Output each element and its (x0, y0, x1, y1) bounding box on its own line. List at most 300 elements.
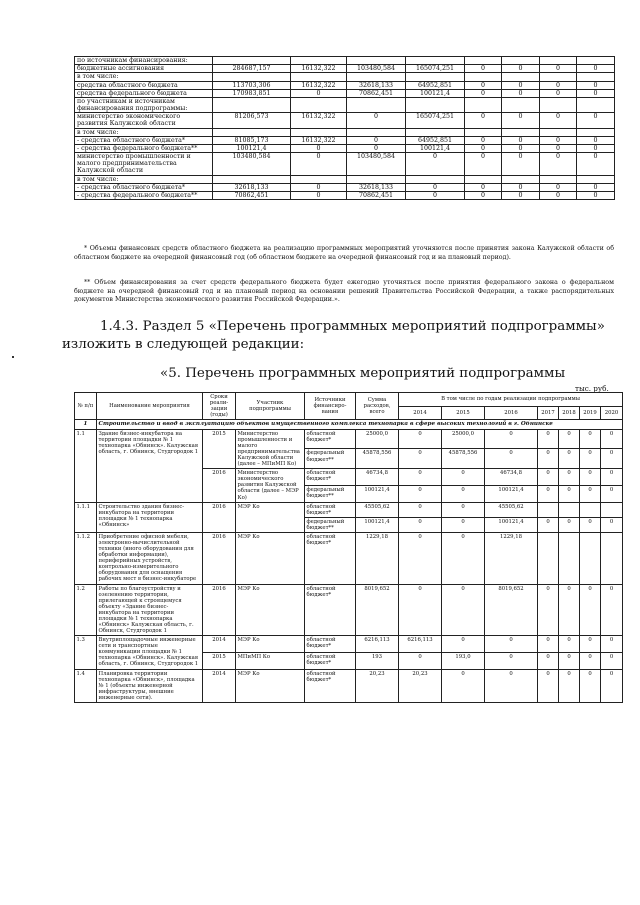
row-participant: Министерство промышленности и малого предпринимательства Калужской области (далее – МПиМП Ко) (236, 429, 305, 468)
row-value: 16132,322 (291, 136, 347, 144)
row-participant: МЭР Ко (236, 532, 305, 584)
header-year: 2017 (538, 406, 559, 420)
row-term: 2016 (203, 584, 236, 636)
row-participant: МЭР Ко (236, 669, 305, 702)
row-value: 46734,8 (485, 469, 538, 486)
funding-summary-table (74, 56, 615, 200)
row-label: в том числе: (75, 175, 213, 183)
row-source: областной бюджет* (305, 429, 356, 449)
row-value: 0 (399, 502, 442, 517)
row-value: 0 (577, 183, 615, 191)
funding-summary-body (75, 57, 615, 200)
row-value: 103480,584 (213, 153, 291, 176)
row-value: 70862,451 (213, 191, 291, 199)
row-value: 0 (577, 65, 615, 73)
row-value (213, 57, 291, 65)
row-label: по участникам и источникам финансирования подпрограммы: (75, 97, 213, 112)
row-source: областной бюджет* (305, 652, 356, 669)
table-row (75, 136, 615, 144)
row-value: 0 (580, 636, 601, 653)
row-label: - средства федерального бюджета** (75, 191, 213, 199)
header-year: 2020 (601, 406, 623, 420)
row-value (540, 97, 577, 112)
row-value: 113703,306 (213, 81, 291, 89)
row-value: 0 (559, 636, 580, 653)
row-value: 25000,0 (442, 429, 485, 449)
row-value (540, 57, 577, 65)
row-value: 103480,584 (347, 153, 406, 176)
row-value: 0 (406, 153, 465, 176)
row-value: 0 (577, 81, 615, 89)
table-row (75, 175, 615, 183)
row-number: 1.2 (75, 584, 97, 636)
header-year: 2019 (580, 406, 601, 420)
row-value: 0 (399, 652, 442, 669)
table-row (75, 502, 623, 517)
row-value (213, 73, 291, 81)
row-value: 0 (291, 89, 347, 97)
row-value: 25000,0 (356, 429, 399, 449)
row-value: 0 (580, 584, 601, 636)
row-value: 0 (601, 449, 623, 469)
table-row (75, 97, 615, 112)
table-row (75, 65, 615, 73)
section-row (75, 420, 623, 429)
row-value (559, 532, 580, 584)
row-value: 0 (580, 469, 601, 486)
row-value: 0 (465, 89, 502, 97)
table-row (75, 153, 615, 176)
row-participant: Министерство экономического развития Калужской области (далее – МЭР Ко) (236, 469, 305, 502)
row-value: 0 (540, 65, 577, 73)
row-value (580, 532, 601, 584)
row-value: 0 (442, 584, 485, 636)
row-value: 16132,322 (291, 81, 347, 89)
row-value: 0 (399, 517, 442, 532)
row-value: 0 (465, 153, 502, 176)
table-row (75, 429, 623, 449)
row-value (502, 57, 540, 65)
row-value (406, 97, 465, 112)
row-value: 0 (485, 636, 538, 653)
row-value: 0 (540, 113, 577, 128)
row-value: 0 (580, 429, 601, 449)
row-value: 0 (291, 183, 347, 191)
row-value: 64952,851 (406, 136, 465, 144)
row-value: 45878,556 (356, 449, 399, 469)
row-value: 45505,62 (356, 502, 399, 517)
row-value (601, 532, 623, 584)
row-value: 0 (538, 449, 559, 469)
row-term: 2016 (203, 502, 236, 532)
row-value (465, 175, 502, 183)
row-value: 0 (559, 584, 580, 636)
stray-mark (12, 356, 14, 358)
row-source: областной бюджет* (305, 636, 356, 653)
row-value (465, 57, 502, 65)
row-value (601, 502, 623, 517)
row-value: 0 (540, 144, 577, 152)
row-value: 0 (538, 429, 559, 449)
row-value: 0 (577, 191, 615, 199)
row-number: 1.3 (75, 636, 97, 669)
row-value: 16132,322 (291, 113, 347, 128)
row-value: 0 (559, 429, 580, 449)
row-value: 0 (442, 532, 485, 584)
row-value (347, 128, 406, 136)
row-value: 0 (601, 485, 623, 502)
row-participant: МЭР Ко (236, 584, 305, 636)
row-value: 0 (601, 669, 623, 702)
row-value: 0 (577, 89, 615, 97)
row-value: 170983,851 (213, 89, 291, 97)
row-label: средства федерального бюджета (75, 89, 213, 97)
row-value: 0 (601, 429, 623, 449)
row-value: 0 (465, 113, 502, 128)
row-value (406, 73, 465, 81)
row-value: 0 (577, 136, 615, 144)
row-number: 1.1.1 (75, 502, 97, 532)
row-value (213, 128, 291, 136)
row-value (465, 128, 502, 136)
row-value (577, 57, 615, 65)
row-value: 0 (577, 153, 615, 176)
row-value: 0 (538, 469, 559, 486)
row-value: 0 (442, 636, 485, 653)
row-value: 0 (540, 183, 577, 191)
row-label: - средства областного бюджета* (75, 136, 213, 144)
row-term: 2015 (203, 429, 236, 468)
row-value: 70862,451 (347, 89, 406, 97)
row-value (347, 175, 406, 183)
row-value: 165074,251 (406, 65, 465, 73)
row-term: 2016 (203, 532, 236, 584)
table-row (75, 191, 615, 199)
row-value: 20,23 (356, 669, 399, 702)
row-value: 0 (399, 584, 442, 636)
row-value: 0 (465, 136, 502, 144)
row-value (291, 73, 347, 81)
row-label: - средства областного бюджета* (75, 183, 213, 191)
row-value: 0 (559, 449, 580, 469)
row-value: 45505,62 (485, 502, 538, 517)
row-value: 0 (601, 636, 623, 653)
row-value: 0 (442, 502, 485, 517)
row-activity: Здание бизнес-инкубатора на территории площадки № 1 технопарка «Обнинск». Калужская область, г. Обнинск, Студгородок 1 (97, 429, 203, 502)
row-source: областной бюджет* (305, 532, 356, 584)
header-by-years: В том числе по годам реализации подпрограммы (399, 393, 623, 407)
row-value: 16132,322 (291, 65, 347, 73)
section-title: «5. Перечень программных мероприятий подпрограммы (160, 366, 566, 381)
row-value: 0 (485, 652, 538, 669)
row-value: 0 (502, 113, 540, 128)
row-value: 0 (580, 669, 601, 702)
header-year: 2014 (399, 406, 442, 420)
row-value (577, 73, 615, 81)
row-value: 0 (540, 81, 577, 89)
header-row (75, 393, 623, 407)
row-label: средства областного бюджета (75, 81, 213, 89)
row-value: 0 (577, 113, 615, 128)
row-value (502, 175, 540, 183)
row-value (406, 175, 465, 183)
row-value: 6216,113 (356, 636, 399, 653)
row-source: областной бюджет* (305, 502, 356, 517)
program-activities-table (74, 392, 623, 703)
row-value (559, 502, 580, 517)
row-value: 0 (485, 449, 538, 469)
row-activity: Строительство здания бизнес-инкубатора на территории площадки № 1 технопарка «Обнинск» (97, 502, 203, 532)
row-value: 1229,18 (485, 532, 538, 584)
row-value (580, 502, 601, 517)
row-value: 100121,4 (406, 89, 465, 97)
row-value (577, 97, 615, 112)
row-value (406, 57, 465, 65)
row-value: 0 (442, 517, 485, 532)
row-value: 0 (540, 191, 577, 199)
row-label: - средства федерального бюджета** (75, 144, 213, 152)
header-term: Сроки реали- зации (годы) (203, 393, 236, 420)
table-row (75, 128, 615, 136)
row-value (540, 73, 577, 81)
row-label: бюджетные ассигнования (75, 65, 213, 73)
row-value (291, 175, 347, 183)
row-value: 0 (465, 65, 502, 73)
row-value: 0 (601, 517, 623, 532)
row-source: областной бюджет* (305, 469, 356, 486)
header-year: 2018 (559, 406, 580, 420)
row-value (213, 175, 291, 183)
row-value: 0 (502, 183, 540, 191)
row-value: 45878,556 (442, 449, 485, 469)
row-value: 70862,451 (347, 191, 406, 199)
row-value: 0 (502, 136, 540, 144)
row-value: 32618,133 (347, 183, 406, 191)
row-source: федеральный бюджет** (305, 485, 356, 502)
row-value: 100121,4 (485, 485, 538, 502)
row-value (540, 128, 577, 136)
row-value: 0 (538, 652, 559, 669)
row-source: областной бюджет* (305, 584, 356, 636)
row-activity: Планировка территории технопарка «Обнинск», площадка № 1 (объекты инженерной инфраструктуры, внешние инженерные сети). (97, 669, 203, 702)
row-value: 0 (502, 191, 540, 199)
row-value: 32618,133 (347, 81, 406, 89)
row-value: 0 (601, 469, 623, 486)
table-row (75, 57, 615, 65)
row-value: 0 (465, 144, 502, 152)
row-value: 0 (559, 517, 580, 532)
row-source: федеральный бюджет** (305, 517, 356, 532)
row-value: 0 (580, 485, 601, 502)
row-value: 64952,851 (406, 81, 465, 89)
row-value (291, 57, 347, 65)
header-year: 2016 (485, 406, 538, 420)
row-value: 0 (580, 517, 601, 532)
row-value (577, 175, 615, 183)
row-label: министерство экономического развития Калужской области (75, 113, 213, 128)
row-value: 0 (399, 469, 442, 486)
row-value (347, 73, 406, 81)
header-participant: Участник подпрограммы (236, 393, 305, 420)
row-value: 0 (502, 144, 540, 152)
row-value: 100121,4 (356, 485, 399, 502)
row-value: 0 (485, 669, 538, 702)
table-row (75, 89, 615, 97)
row-value (577, 128, 615, 136)
row-value: 0 (347, 113, 406, 128)
row-value: 0 (291, 144, 347, 152)
row-value: 0 (406, 183, 465, 191)
table-row (75, 669, 623, 702)
row-term: 2015 (203, 652, 236, 669)
row-value: 100121,4 (213, 144, 291, 152)
row-activity: Внутриплощадочные инженерные сети и транспортные коммуникации площадки № 1 технопарка «Обнинск». Калужская область, г. Обнинск, Студгородок 1 (97, 636, 203, 669)
row-label: министерство промышленности и малого предпринимательства Калужской области (75, 153, 213, 176)
footnote-regional-budget: * Объемы финансовых средств областного бюджета на реализацию программных мероприятий уточняются после принятия закона Калужской области об областном бюджете на очередной финансовый год (об областном бюджете на очередной финансовый год и на плановый период). (74, 245, 614, 261)
row-value (347, 57, 406, 65)
row-value: 100121,4 (356, 517, 399, 532)
row-value: 0 (291, 153, 347, 176)
row-value: 193 (356, 652, 399, 669)
units-label: тыс. руб. (575, 384, 609, 393)
row-term: 2014 (203, 636, 236, 653)
section-title-cell: Строительство и ввод в эксплуатацию объектов имущественного комплекса технопарка в сфере высоких технологий в г. Обнинске (97, 420, 623, 429)
row-value: 0 (442, 469, 485, 486)
row-number: 1.1.2 (75, 532, 97, 584)
row-value (502, 128, 540, 136)
row-value: 100121,4 (406, 144, 465, 152)
row-value: 0 (538, 517, 559, 532)
row-participant: МПиМП Ко (236, 652, 305, 669)
row-value: 0 (540, 89, 577, 97)
row-value (502, 73, 540, 81)
row-value: 32618,133 (213, 183, 291, 191)
row-value (291, 97, 347, 112)
row-activity: Приобретение офисной мебели, электронно-вычислительной техники (иного оборудования для обработки информации), периферийных устройств, контрольно-измерительного оборудования для оснащения рабочих мест в бизнес-инкубаторе (97, 532, 203, 584)
row-value: 193,0 (442, 652, 485, 669)
row-value: 0 (580, 652, 601, 669)
table-row (75, 144, 615, 152)
row-value: 0 (347, 136, 406, 144)
row-value: 81085,173 (213, 136, 291, 144)
amendment-heading: 1.4.3. Раздел 5 «Перечень программных мероприятий подпрограммы» изложить в следующей редакции: (62, 319, 605, 353)
row-value: 46734,8 (356, 469, 399, 486)
row-value: 0 (559, 469, 580, 486)
row-value (538, 502, 559, 517)
row-value: 81206,573 (213, 113, 291, 128)
header-name: Наименование мероприятия (97, 393, 203, 420)
table-row (75, 73, 615, 81)
row-value: 0 (577, 144, 615, 152)
row-value (465, 73, 502, 81)
header-source: Источники финансиро- вания (305, 393, 356, 420)
row-value: 1229,18 (356, 532, 399, 584)
row-term: 2016 (203, 469, 236, 502)
row-value: 0 (406, 191, 465, 199)
row-value: 8019,652 (485, 584, 538, 636)
row-label: в том числе: (75, 73, 213, 81)
footnote-federal-budget: ** Объем финансирования за счет средств федерального бюджета будет ежегодно уточняться после принятия федерального закона о федеральном бюджете на очередной финансовый год и на плановый период на основании решений Правительства Российской Федерации, а также распорядительных документов Министерства экономического развития Российской Федерации.». (74, 279, 614, 304)
row-value (502, 97, 540, 112)
table-row (75, 81, 615, 89)
row-value (465, 97, 502, 112)
row-value: 0 (502, 81, 540, 89)
row-value: 0 (465, 183, 502, 191)
row-participant: МЭР Ко (236, 636, 305, 653)
row-value: 0 (559, 669, 580, 702)
row-value: 0 (399, 429, 442, 449)
row-value (540, 175, 577, 183)
table-row (75, 636, 623, 653)
row-source: федеральный бюджет** (305, 449, 356, 469)
row-value: 20,23 (399, 669, 442, 702)
row-activity: Работы по благоустройству и озеленению территории, прилегающей к строящемуся объекту «Здание бизнес-инкубатора на территории площадки № 1 технопарка «Обнинск» Калужская область, г. Обнинск, Студгородок 1 (97, 584, 203, 636)
table-row (75, 183, 615, 191)
row-value: 165074,251 (406, 113, 465, 128)
row-value: 0 (465, 191, 502, 199)
row-value (213, 97, 291, 112)
row-value: 0 (442, 485, 485, 502)
row-number: 1.4 (75, 669, 97, 702)
row-value: 0 (538, 669, 559, 702)
row-value: 0 (559, 485, 580, 502)
row-value: 0 (291, 191, 347, 199)
row-value (291, 128, 347, 136)
row-value: 103480,584 (347, 65, 406, 73)
row-value: 0 (502, 89, 540, 97)
row-value: 0 (601, 584, 623, 636)
section-number: 1 (75, 420, 97, 429)
row-label: по источникам финансирования: (75, 57, 213, 65)
table-row (75, 113, 615, 128)
row-value: 0 (538, 584, 559, 636)
row-value: 0 (465, 81, 502, 89)
row-value: 0 (399, 485, 442, 502)
header-num: № п/п (75, 393, 97, 420)
row-value (406, 128, 465, 136)
row-value: 0 (399, 449, 442, 469)
row-value: 0 (442, 669, 485, 702)
row-term: 2014 (203, 669, 236, 702)
row-value: 0 (540, 153, 577, 176)
row-value: 0 (485, 429, 538, 449)
row-value (538, 532, 559, 584)
row-label: в том числе: (75, 128, 213, 136)
row-value (347, 97, 406, 112)
row-value: 100121,4 (485, 517, 538, 532)
row-number: 1.1 (75, 429, 97, 502)
row-value: 0 (347, 144, 406, 152)
row-value: 0 (399, 532, 442, 584)
row-value: 8019,652 (356, 584, 399, 636)
table-row (75, 584, 623, 636)
row-participant: МЭР Ко (236, 502, 305, 532)
header-sum: Сумма расходов, всего (356, 393, 399, 420)
row-value: 6216,113 (399, 636, 442, 653)
row-value: 0 (538, 636, 559, 653)
row-value: 0 (580, 449, 601, 469)
row-value: 0 (538, 485, 559, 502)
row-value: 0 (540, 136, 577, 144)
row-value: 0 (502, 65, 540, 73)
row-value: 0 (502, 153, 540, 176)
header-year: 2015 (442, 406, 485, 420)
row-value: 284687,157 (213, 65, 291, 73)
table-row (75, 532, 623, 584)
row-value: 0 (601, 652, 623, 669)
row-value: 0 (559, 652, 580, 669)
row-source: областной бюджет* (305, 669, 356, 702)
